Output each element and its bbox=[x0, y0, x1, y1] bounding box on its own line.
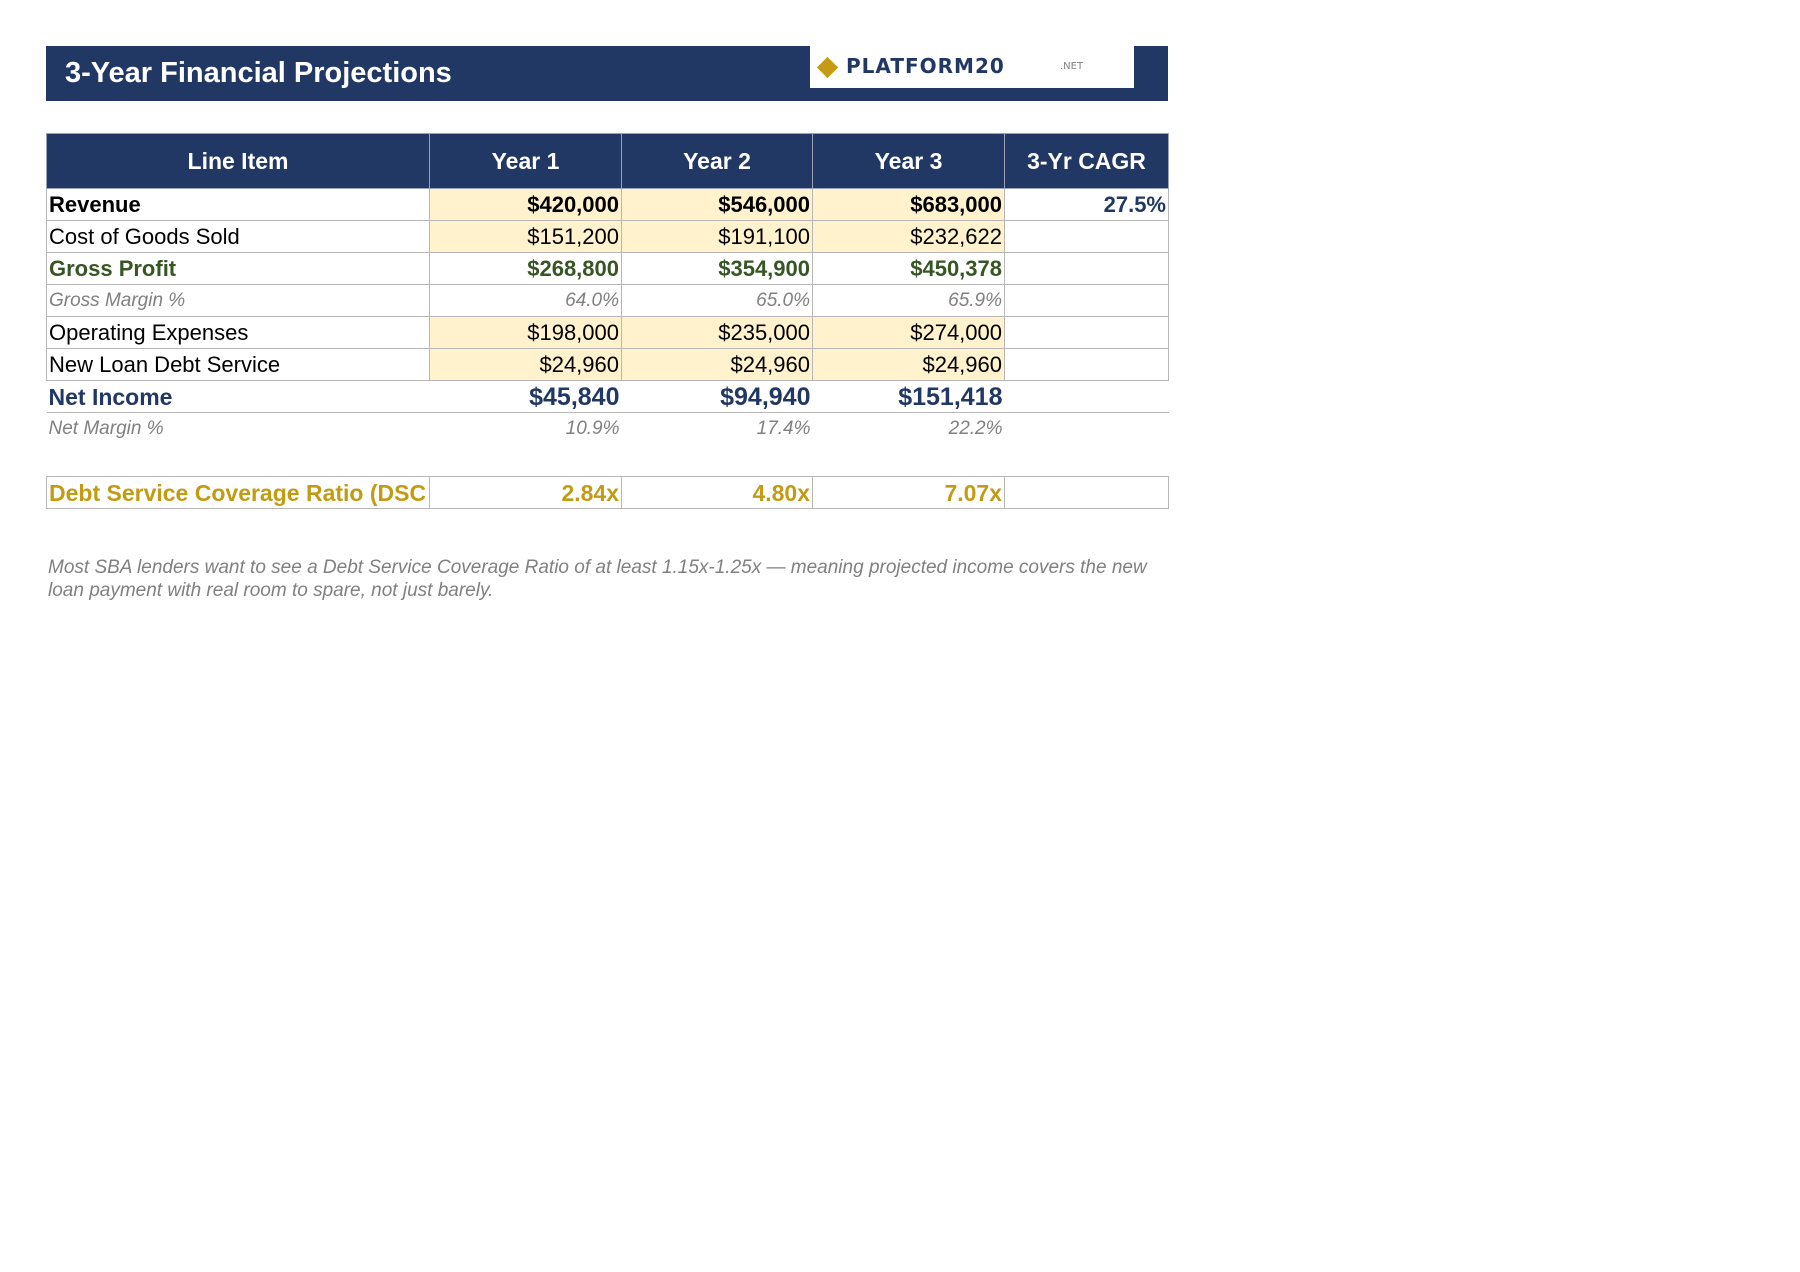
row-cogs bbox=[47, 221, 1169, 253]
gross-profit-year-2: $354,900 bbox=[622, 253, 813, 285]
spacer-cell bbox=[430, 445, 622, 477]
cogs-cagr bbox=[1005, 221, 1169, 253]
opex-cagr bbox=[1005, 317, 1169, 349]
header-year-2: Year 2 bbox=[622, 134, 813, 189]
dscr-cagr bbox=[1005, 477, 1169, 509]
cogs-year-2[interactable]: $191,100 bbox=[622, 221, 813, 253]
dscr-year-3: 7.07x bbox=[813, 477, 1005, 509]
gross-margin-year-1: 64.0% bbox=[430, 285, 622, 317]
gross-margin-year-2: 65.0% bbox=[622, 285, 813, 317]
cogs-year-1[interactable]: $151,200 bbox=[430, 221, 622, 253]
debt-service-cagr bbox=[1005, 349, 1169, 381]
gross-profit-year-1: $268,800 bbox=[430, 253, 622, 285]
net-income-year-2: $94,940 bbox=[622, 381, 813, 413]
net-income-year-3: $151,418 bbox=[813, 381, 1005, 413]
projections-table bbox=[46, 133, 1169, 509]
header-cagr: 3-Yr CAGR bbox=[1005, 134, 1169, 189]
opex-label: Operating Expenses bbox=[47, 317, 430, 349]
revenue-year-1[interactable]: $420,000 bbox=[430, 189, 622, 221]
header-line-item: Line Item bbox=[47, 134, 430, 189]
net-income-cagr bbox=[1005, 381, 1169, 413]
debt-service-year-2[interactable]: $24,960 bbox=[622, 349, 813, 381]
revenue-year-2[interactable]: $546,000 bbox=[622, 189, 813, 221]
diamond-icon bbox=[817, 57, 838, 78]
debt-service-year-1[interactable]: $24,960 bbox=[430, 349, 622, 381]
dscr-note: Most SBA lenders want to see a Debt Service Coverage Ratio of at least 1.15x-1.25x — meaning projected income covers the new loan payment with real room to spare, not just barely. bbox=[48, 557, 1147, 601]
debt-service-label: New Loan Debt Service bbox=[47, 349, 430, 381]
gross-profit-label: Gross Profit bbox=[47, 253, 430, 285]
net-margin-label: Net Margin % bbox=[48, 417, 164, 439]
debt-service-year-3[interactable]: $24,960 bbox=[813, 349, 1005, 381]
header-year-1: Year 1 bbox=[430, 134, 622, 189]
dscr-year-2: 4.80x bbox=[622, 477, 813, 509]
logo-suffix: .NET bbox=[1060, 61, 1084, 72]
dscr-year-1: 2.84x bbox=[430, 477, 622, 509]
gross-profit-cagr bbox=[1005, 253, 1169, 285]
table-header-row bbox=[47, 134, 1169, 189]
row-net-income bbox=[47, 381, 1169, 413]
header-year-3: Year 3 bbox=[813, 134, 1005, 189]
spacer-cell bbox=[1005, 445, 1169, 477]
net-income-year-1: $45,840 bbox=[430, 381, 622, 413]
page-title: 3-Year Financial Projections bbox=[65, 57, 452, 89]
net-income-label: Net Income bbox=[47, 381, 430, 413]
row-net-margin bbox=[47, 413, 1169, 445]
row-operating-expenses bbox=[47, 317, 1169, 349]
cogs-year-3[interactable]: $232,622 bbox=[813, 221, 1005, 253]
platform20-logo bbox=[810, 46, 1134, 88]
dscr-label: Debt Service Coverage Ratio (DSC bbox=[47, 477, 430, 509]
opex-year-1[interactable]: $198,000 bbox=[430, 317, 622, 349]
revenue-year-3[interactable]: $683,000 bbox=[813, 189, 1005, 221]
row-debt-service bbox=[47, 349, 1169, 381]
spacer-cell bbox=[813, 445, 1005, 477]
spacer-cell bbox=[47, 445, 430, 477]
row-dscr bbox=[47, 477, 1169, 509]
row-gross-margin bbox=[47, 285, 1169, 317]
revenue-cagr: 27.5% bbox=[1005, 189, 1169, 221]
cogs-label: Cost of Goods Sold bbox=[47, 221, 430, 253]
gross-margin-year-3: 65.9% bbox=[813, 285, 1005, 317]
gross-margin-cagr bbox=[1005, 285, 1169, 317]
net-margin-year-3: 22.2% bbox=[948, 417, 1003, 439]
net-margin-year-1: 10.9% bbox=[565, 417, 620, 439]
opex-year-3[interactable]: $274,000 bbox=[813, 317, 1005, 349]
net-margin-cagr bbox=[1005, 413, 1169, 445]
spacer-row bbox=[47, 445, 1169, 477]
gross-profit-year-3: $450,378 bbox=[813, 253, 1005, 285]
row-revenue bbox=[47, 189, 1169, 221]
net-margin-year-2: 17.4% bbox=[756, 417, 811, 439]
title-bar bbox=[46, 46, 1168, 101]
row-gross-profit bbox=[47, 253, 1169, 285]
revenue-label: Revenue bbox=[47, 189, 430, 221]
logo-wordmark: PLATFORM20 bbox=[846, 54, 1005, 78]
spacer-cell bbox=[622, 445, 813, 477]
opex-year-2[interactable]: $235,000 bbox=[622, 317, 813, 349]
gross-margin-label: Gross Margin % bbox=[47, 285, 430, 317]
